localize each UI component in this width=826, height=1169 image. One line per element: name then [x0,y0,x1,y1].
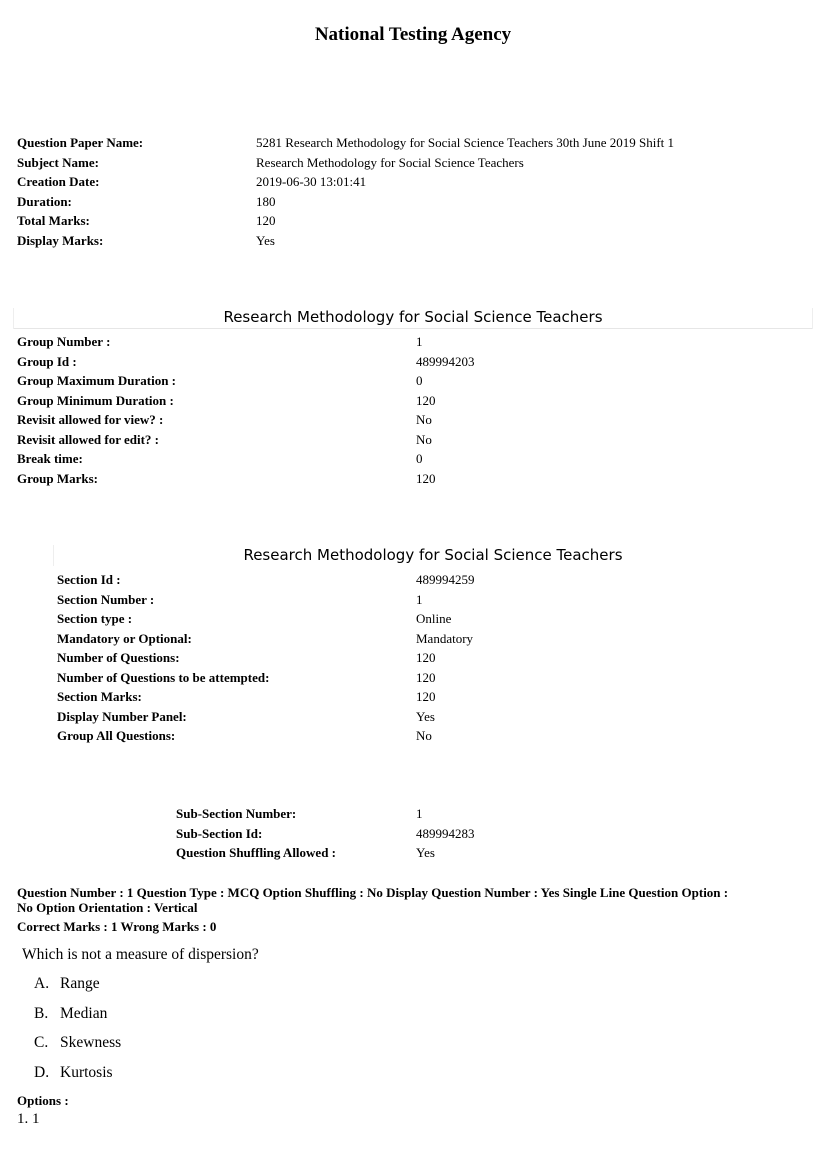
info-row [57,707,475,727]
field-label: Section Id : [57,572,121,587]
info-row [176,804,475,824]
option-letter: B. [34,1004,49,1022]
info-row [17,231,674,251]
question-meta-line-1: Question Number : 1 Question Type : MCQ Option Shuffling : No Display Question Number : Yes Single Line Question Option : [17,885,729,900]
option-c [34,1034,121,1064]
subsection-info-table [176,804,475,863]
field-label: Duration: [17,193,72,209]
answer-option: 1. 1 [17,1111,40,1127]
field-label: Sub-Section Number: [176,806,297,821]
field-value: Mandatory [416,630,474,646]
field-label: Section type : [57,611,133,626]
field-label: Group Number : [17,334,111,349]
info-row [17,172,674,192]
field-label: Break time: [17,451,83,466]
field-label: Group Marks: [17,470,99,486]
info-row [57,570,475,590]
info-row [17,332,475,352]
field-value: 120 [416,650,436,665]
field-label: Group Maximum Duration : [17,373,177,388]
field-value: 120 [416,392,436,408]
field-label: Group Minimum Duration : [17,392,174,408]
field-value: 120 [416,470,436,486]
field-label: Display Marks: [17,232,104,248]
option-text: Skewness [60,1034,122,1051]
option-letter: C. [34,1034,49,1051]
field-value: 0 [416,373,423,388]
field-value: Yes [416,845,435,860]
field-label: Display Number Panel: [57,708,187,724]
info-row [17,371,475,391]
option-d [34,1064,121,1094]
field-value: 120 [416,689,436,704]
group-heading: Research Methodology for Social Science Teachers [223,308,603,326]
field-value: Yes [416,708,435,724]
field-value: Online [416,611,452,626]
info-row [57,590,475,610]
field-label: Revisit allowed for view? : [17,412,164,427]
group-band-divider [13,328,813,329]
field-value: 180 [256,193,276,209]
section-info-table [57,570,475,746]
field-value: 489994259 [416,572,475,587]
info-row [176,824,475,844]
field-label: Section Number : [57,591,155,607]
question-meta [17,886,807,935]
info-row [17,192,674,212]
field-value: 120 [416,669,436,685]
field-label: Sub-Section Id: [176,825,263,841]
info-row [17,469,475,489]
option-letter: D. [34,1063,50,1081]
field-value: 5281 Research Methodology for Social Science Teachers 30th June 2019 Shift 1 [256,135,675,150]
field-value: No [416,412,432,427]
field-value: 1 [416,334,423,349]
field-value: 2019-06-30 13:01:41 [256,174,367,189]
field-label: Number of Questions to be attempted: [57,669,270,685]
option-text: Kurtosis [60,1063,113,1081]
field-value: 0 [416,451,423,466]
section-heading: Research Methodology for Social Science Teachers [243,546,623,564]
field-label: Group Id : [17,353,77,369]
group-info-table [17,332,475,488]
option-b [34,1005,121,1035]
field-label: Question Paper Name: [17,135,144,150]
field-value: Yes [256,232,275,248]
field-value: 1 [416,806,423,821]
option-text: Median [60,1004,108,1022]
info-row [57,726,475,746]
field-label: Mandatory or Optional: [57,630,192,646]
field-value: 489994203 [416,353,475,369]
info-row [57,648,475,668]
field-value: No [416,728,432,743]
question-marks: Correct Marks : 1 Wrong Marks : 0 [17,919,217,934]
option-list [34,975,121,1093]
info-row [17,391,475,411]
field-value: 489994283 [416,825,475,841]
info-row [17,211,674,231]
options-heading: Options : [17,1093,69,1108]
info-row [57,629,475,649]
field-label: Group All Questions: [57,728,176,743]
field-label: Creation Date: [17,174,100,189]
info-row [17,153,674,173]
info-row [17,410,475,430]
info-row [17,430,475,450]
field-value: Research Methodology for Social Science Teachers [256,154,524,170]
info-row [57,668,475,688]
question-text: Which is not a measure of dispersion? [22,946,259,963]
paper-info-table [17,133,674,250]
info-row [17,133,674,153]
field-value: 120 [256,213,276,228]
info-row [17,449,475,469]
info-row [57,609,475,629]
question-meta-line-2: No Option Orientation : Vertical [17,899,198,915]
option-letter: A. [34,975,50,992]
field-label: Section Marks: [57,689,142,704]
field-value: No [416,431,432,447]
field-label: Revisit allowed for edit? : [17,431,160,447]
field-value: 1 [416,591,423,607]
field-label: Total Marks: [17,213,90,228]
option-a [34,975,121,1005]
option-text: Range [60,975,100,992]
page-title: National Testing Agency [314,24,512,45]
field-label: Number of Questions: [57,650,180,665]
info-row [176,843,475,863]
info-row [57,687,475,707]
info-row [17,352,475,372]
field-label: Subject Name: [17,154,99,170]
field-label: Question Shuffling Allowed : [176,845,337,860]
